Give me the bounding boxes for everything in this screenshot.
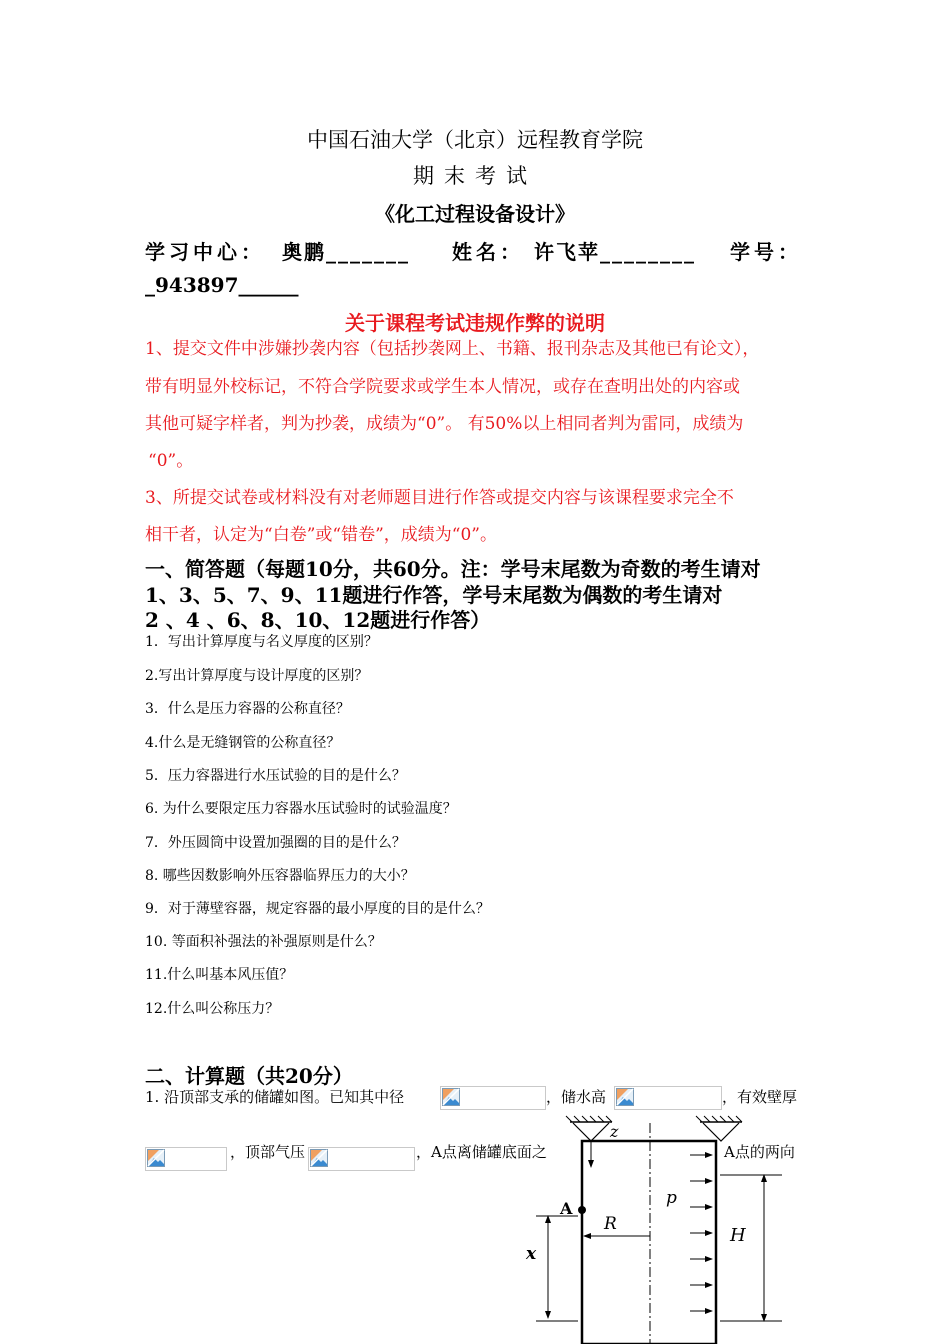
question-12: 12.什么叫公称压力？ <box>145 1001 280 1017</box>
broken-image-icon <box>310 1149 328 1167</box>
question-9: 9．对于薄壁容器，规定容器的最小厚度的目的是什么？ <box>145 901 490 917</box>
section1-heading-line-3: 2 、4 、6、8、10、12题进行作答） <box>145 608 491 632</box>
question-3: 3．什么是压力容器的公称直径？ <box>145 701 350 717</box>
notice-title: 关于课程考试违规作弊的说明 <box>345 311 605 335</box>
rule-1-line-2: 带有明显外校标记，不符合学院要求或学生本人情况，或存在查明出处的内容或 <box>145 377 740 397</box>
study-center-label: 学习中心： <box>145 240 265 264</box>
right-support <box>696 1116 742 1141</box>
question-8: 8. 哪些因数影响外压容器临界压力的大小？ <box>145 868 415 884</box>
rule-3-line-1: 3、所提交试卷或材料没有对老师题目进行作答或提交内容与该课程要求完全不 <box>145 488 734 508</box>
school-title: 中国石油大学（北京）远程教育学院 <box>307 128 643 152</box>
broken-image-icon <box>616 1088 634 1106</box>
calc-line-1-a: 1. 沿顶部支承的储罐如图。已知其中径 <box>145 1088 405 1106</box>
name-label: 姓名： <box>452 240 524 264</box>
exam-title: 期末考试 <box>413 164 537 188</box>
question-1: 1．写出计算厚度与名义厚度的区别？ <box>145 634 378 650</box>
label-z: z <box>610 1122 619 1141</box>
broken-image-icon <box>147 1149 165 1167</box>
label-h: H <box>730 1225 746 1246</box>
section1-heading-line-2: 1、3、5、7、9、11题进行作答，学号末尾数为偶数的考生请对 <box>145 583 723 607</box>
broken-image-thickness <box>145 1147 227 1171</box>
tank-diagram <box>520 1115 790 1344</box>
calc-line-2-c: A点的两向 <box>724 1143 795 1161</box>
point-a <box>578 1206 586 1214</box>
question-10: 10. 等面积补强法的补强原则是什么？ <box>145 934 382 950</box>
broken-image-icon <box>442 1088 460 1106</box>
broken-image-gas-pressure <box>308 1147 415 1171</box>
label-a: A <box>560 1199 573 1218</box>
question-7: 7．外压圆筒中设置加强圈的目的是什么？ <box>145 835 406 851</box>
rule-1-line-4: “0”。 <box>148 451 194 471</box>
rule-3-line-2: 相干者，认定为“白卷”或“错卷”，成绩为“0”。 <box>145 525 497 545</box>
height-dimension <box>720 1175 782 1321</box>
label-x: x <box>526 1244 537 1264</box>
left-support <box>566 1116 612 1141</box>
question-4: 4.什么是无缝钢管的公称直径？ <box>145 735 341 751</box>
calc-line-1-c: ，有效壁厚 <box>722 1088 798 1106</box>
course-title: 《化工过程设备设计》 <box>375 202 575 226</box>
question-5: 5．压力容器进行水压试验的目的是什么？ <box>145 768 406 784</box>
label-p: p <box>666 1188 677 1208</box>
question-2: 2.写出计算厚度与设计厚度的区别？ <box>145 668 369 684</box>
student-id-value: _943897______ <box>145 273 299 297</box>
label-r: R <box>604 1214 617 1234</box>
rule-1-line-1: 1、提交文件中涉嫌抄袭内容（包括抄袭网上、书籍、报刊杂志及其他已有论文）， <box>145 339 760 359</box>
study-center-value: 奥鹏_______ <box>282 240 410 264</box>
calc-line-2-a: ，顶部气压 <box>230 1143 306 1161</box>
rule-1-line-3: 其他可疑字样者，判为抄袭，成绩为“0”。 有50%以上相同者判为雷同，成绩为 <box>145 414 744 434</box>
tank-wall <box>582 1141 716 1344</box>
question-11: 11.什么叫基本风压值？ <box>145 967 294 983</box>
section1-heading-line-1: 一、简答题（每题10分，共60分。注：学号末尾数为奇数的考生请对 <box>145 557 761 581</box>
pressure-arrows <box>690 1155 712 1311</box>
calc-line-1-b: ，储水高 <box>546 1088 607 1106</box>
student-id-label: 学号： <box>730 240 802 264</box>
x-dimension <box>536 1216 578 1321</box>
question-6: 6. 为什么要限定压力容器水压试验时的试验温度？ <box>145 801 457 817</box>
broken-image-water-height <box>614 1086 722 1110</box>
name-value: 许飞苹________ <box>534 240 696 264</box>
section2-heading: 二、计算题（共20分） <box>145 1064 353 1088</box>
broken-image-diameter <box>440 1086 546 1110</box>
calc-line-2-b: ，A点离储罐底面之 <box>416 1143 547 1161</box>
